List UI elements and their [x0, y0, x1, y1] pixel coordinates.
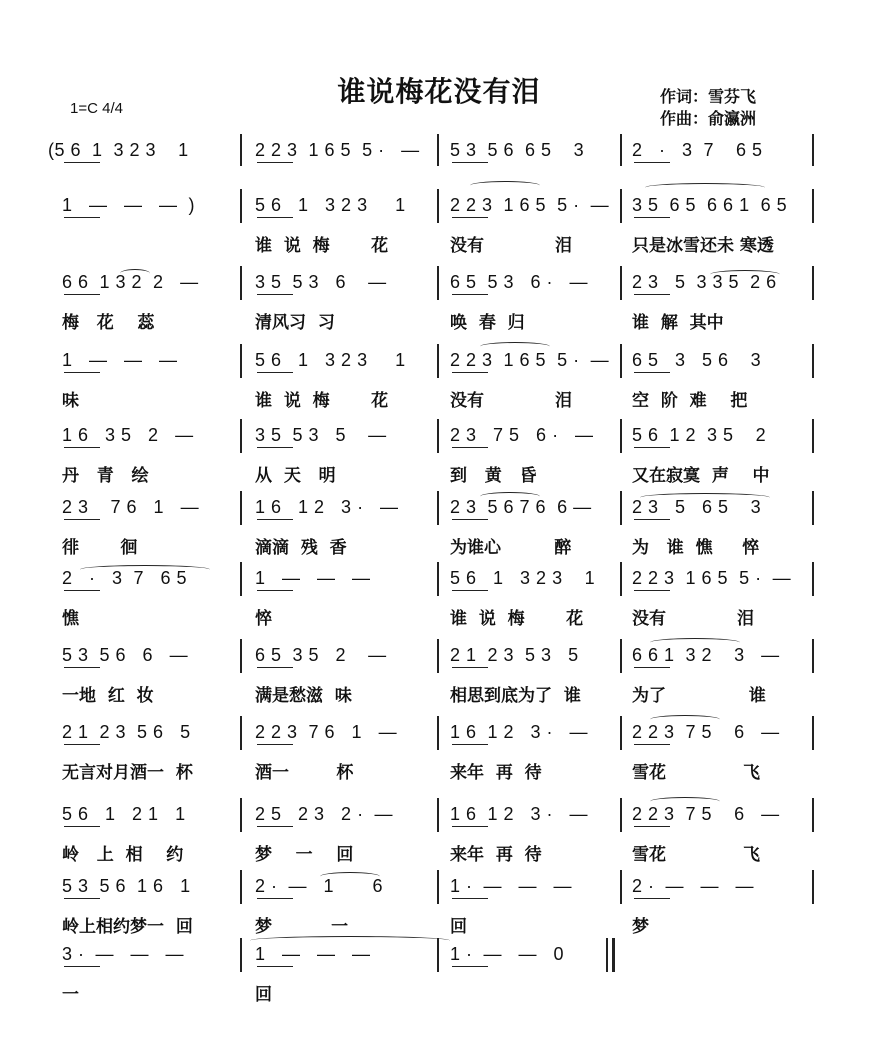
slur-arc	[480, 342, 550, 351]
barline	[437, 639, 439, 673]
lyric-line: 梦 一 回	[255, 845, 354, 865]
lyric-line: 徘 徊	[62, 538, 138, 558]
beam-line	[634, 217, 670, 218]
slur-arc	[640, 493, 770, 502]
measure-notes: 5 3 5 6 6 —	[62, 645, 189, 665]
lyricist-credit: 作词：雪芬飞	[660, 87, 757, 106]
lyric-line: 为谁心 醉	[450, 538, 572, 558]
measure-notes: 2 2 3 1 6 5 5 · —	[632, 568, 792, 588]
beam-line	[634, 162, 670, 163]
slur-arc	[320, 872, 380, 881]
slur-arc	[470, 181, 540, 190]
lyric-line: 酒一 杯	[255, 763, 354, 783]
beam-line	[64, 744, 100, 745]
beam-line	[634, 667, 670, 668]
measure-notes: 3 5 5 3 6 —	[255, 272, 387, 292]
measure-notes: 6 6 1 3 2 3 —	[632, 645, 780, 665]
lyric-line: 没有 泪	[632, 609, 755, 629]
measure-notes: 3 5 5 3 5 —	[255, 425, 387, 445]
lyric-line: 又在寂寞 声 中	[632, 466, 770, 486]
measure-notes: 2 2 3 1 6 5 5 · —	[255, 140, 420, 160]
barline	[437, 134, 439, 166]
beam-line	[64, 898, 100, 899]
measure-notes: 2 3 5 3 3 5 2 6	[632, 272, 777, 292]
barline	[812, 189, 814, 223]
measure-notes: (5 6 1 3 2 3 1	[48, 140, 189, 160]
measure-notes: 2 3 5 6 5 3	[632, 497, 762, 517]
barline	[240, 491, 242, 525]
measure-notes: 6 5 3 5 6 3	[632, 350, 762, 370]
lyric-line: 憔	[62, 609, 79, 629]
beam-line	[452, 162, 488, 163]
lyric-line: 谁 说 梅 花	[450, 609, 584, 629]
barline	[240, 938, 242, 972]
barline	[812, 266, 814, 300]
beam-line	[257, 667, 293, 668]
slur-arc	[250, 936, 450, 945]
beam-line	[452, 826, 488, 827]
measure-notes: 5 6 1 3 2 3 1	[255, 195, 406, 215]
measure-notes: 5 6 1 2 1 1	[62, 804, 186, 824]
beam-line	[634, 898, 670, 899]
barline	[620, 562, 622, 596]
beam-line	[452, 590, 488, 591]
lyric-line: 谁 说 梅 花	[255, 236, 389, 256]
beam-line	[452, 744, 488, 745]
beam-line	[452, 519, 488, 520]
lyric-line: 只是冰雪还未 寒透	[632, 236, 774, 256]
lyric-line: 一	[62, 985, 79, 1005]
measure-notes: 1 — — — )	[62, 195, 196, 215]
beam-line	[64, 519, 100, 520]
barline	[437, 798, 439, 832]
measure-notes: 1 6 1 2 3 · —	[450, 722, 589, 742]
barline	[437, 491, 439, 525]
final-barline-thin	[606, 938, 608, 972]
beam-line	[634, 372, 670, 373]
composer-credit: 作曲：俞瀛洲	[660, 109, 757, 128]
beam-line	[452, 372, 488, 373]
slur-arc	[120, 269, 150, 278]
lyric-line: 空 阶 难 把	[632, 391, 748, 411]
slur-arc	[80, 565, 210, 574]
measure-notes: 6 6 1 3 2 2 —	[62, 272, 199, 292]
barline	[437, 562, 439, 596]
barline	[437, 189, 439, 223]
key-signature: 1=C 4/4	[70, 100, 123, 117]
beam-line	[64, 826, 100, 827]
measure-notes: 1 6 1 2 3 · —	[255, 497, 399, 517]
beam-line	[634, 519, 670, 520]
barline	[812, 870, 814, 904]
barline	[620, 870, 622, 904]
beam-line	[452, 898, 488, 899]
barline	[812, 134, 814, 166]
measure-notes: 1 6 1 2 3 · —	[450, 804, 589, 824]
beam-line	[257, 294, 293, 295]
lyric-line: 丹 青 绘	[62, 466, 149, 486]
beam-line	[257, 826, 293, 827]
beam-line	[64, 447, 100, 448]
lyric-line: 相思到底为了 谁	[450, 686, 581, 706]
beam-line	[634, 447, 670, 448]
lyric-line: 梦 一	[255, 917, 349, 937]
lyric-line: 悴	[255, 609, 272, 629]
lyric-line: 雪花 飞	[632, 845, 760, 865]
beam-line	[452, 966, 488, 967]
beam-line	[634, 826, 670, 827]
barline	[812, 639, 814, 673]
beam-line	[64, 966, 100, 967]
measure-notes: 2 3 7 5 6 · —	[450, 425, 594, 445]
beam-line	[257, 217, 293, 218]
measure-notes: 3 5 6 5 6 6 1 6 5	[632, 195, 788, 215]
measure-notes: 5 6 1 2 3 5 2	[632, 425, 767, 445]
lyric-line: 滴滴 残 香	[255, 538, 347, 558]
beam-line	[64, 294, 100, 295]
lyric-line: 无言对月酒一 杯	[62, 763, 193, 783]
barline	[620, 798, 622, 832]
final-barline	[612, 938, 615, 972]
barline	[240, 134, 242, 166]
slur-arc	[650, 638, 740, 647]
measure-notes: 2 2 3 7 5 6 —	[632, 804, 780, 824]
barline	[437, 870, 439, 904]
barline	[620, 639, 622, 673]
slur-arc	[650, 797, 720, 806]
measure-notes: 5 6 1 3 2 3 1	[450, 568, 596, 588]
slur-arc	[650, 715, 720, 724]
slur-arc	[480, 492, 540, 501]
beam-line	[257, 372, 293, 373]
beam-line	[257, 898, 293, 899]
lyric-line: 从 天 明	[255, 466, 336, 486]
measure-notes: 1 · — — 0	[450, 944, 565, 964]
barline	[812, 562, 814, 596]
barline	[620, 419, 622, 453]
barline	[437, 419, 439, 453]
barline	[620, 266, 622, 300]
barline	[240, 798, 242, 832]
measure-notes: 5 6 1 3 2 3 1	[255, 350, 406, 370]
lyric-line: 没有 泪	[450, 236, 573, 256]
measure-notes: 2 · — 1 6	[255, 876, 384, 896]
lyric-line: 清风习 习	[255, 313, 335, 333]
barline	[812, 419, 814, 453]
lyric-line: 满是愁滋 味	[255, 686, 352, 706]
measure-notes: 3 · — — —	[62, 944, 185, 964]
measure-notes: 1 — — —	[255, 944, 371, 964]
beam-line	[257, 966, 293, 967]
beam-line	[64, 590, 100, 591]
beam-line	[64, 162, 100, 163]
beam-line	[64, 667, 100, 668]
beam-line	[257, 744, 293, 745]
measure-notes: 2 2 3 7 6 1 —	[255, 722, 398, 742]
measure-notes: 5 3 5 6 6 5 3	[450, 140, 585, 160]
measure-notes: 2 · — — —	[632, 876, 755, 896]
barline	[812, 491, 814, 525]
measure-notes: 6 5 5 3 6 · —	[450, 272, 589, 292]
barline	[240, 344, 242, 378]
measure-notes: 1 6 3 5 2 —	[62, 425, 194, 445]
lyric-line: 唤 春 归	[450, 313, 525, 333]
measure-notes: 2 2 3 1 6 5 5 · —	[450, 195, 610, 215]
lyric-line: 梅 花 蕊	[62, 313, 155, 333]
beam-line	[452, 294, 488, 295]
beam-line	[634, 744, 670, 745]
measure-notes: 1 — — —	[62, 350, 178, 370]
barline	[620, 344, 622, 378]
lyric-line: 谁 说 梅 花	[255, 391, 389, 411]
barline	[240, 562, 242, 596]
beam-line	[257, 447, 293, 448]
measure-notes: 1 — — —	[255, 568, 371, 588]
barline	[240, 419, 242, 453]
lyric-line: 谁 解 其中	[632, 313, 724, 333]
beam-line	[634, 294, 670, 295]
beam-line	[452, 217, 488, 218]
measure-notes: 2 2 3 1 6 5 5 · —	[450, 350, 610, 370]
barline	[437, 716, 439, 750]
barline	[240, 189, 242, 223]
beam-line	[452, 447, 488, 448]
lyric-line: 为 谁 憔 悴	[632, 538, 760, 558]
beam-line	[64, 217, 100, 218]
barline	[240, 870, 242, 904]
beam-line	[257, 519, 293, 520]
slur-arc	[645, 183, 765, 192]
beam-line	[64, 372, 100, 373]
lyric-line: 雪花 飞	[632, 763, 760, 783]
slur-arc	[710, 270, 780, 279]
measure-notes: 2 1 2 3 5 3 5	[450, 645, 579, 665]
barline	[240, 266, 242, 300]
barline	[620, 189, 622, 223]
beam-line	[452, 667, 488, 668]
measure-notes: 2 2 3 7 5 6 —	[632, 722, 780, 742]
measure-notes: 2 · 3 7 6 5	[632, 140, 763, 160]
measure-notes: 1 · — — —	[450, 876, 573, 896]
beam-line	[257, 162, 293, 163]
barline	[240, 639, 242, 673]
beam-line	[257, 590, 293, 591]
lyric-line: 味	[62, 391, 79, 411]
lyric-line: 岭上相约梦一 回	[62, 917, 193, 937]
lyric-line: 一地 红 妆	[62, 686, 154, 706]
barline	[620, 716, 622, 750]
beam-line	[634, 590, 670, 591]
barline	[812, 344, 814, 378]
barline	[812, 716, 814, 750]
lyric-line: 为了 谁	[632, 686, 766, 706]
measure-notes: 5 3 5 6 1 6 1	[62, 876, 191, 896]
measure-notes: 2 1 2 3 5 6 5	[62, 722, 191, 742]
barline	[620, 491, 622, 525]
barline	[437, 266, 439, 300]
barline	[812, 798, 814, 832]
barline	[437, 344, 439, 378]
measure-notes: 2 5 2 3 2 · —	[255, 804, 394, 824]
page-title: 谁说梅花没有泪	[337, 75, 541, 108]
lyric-line: 岭 上 相 约	[62, 845, 184, 865]
barline	[240, 716, 242, 750]
measure-notes: 6 5 3 5 2 —	[255, 645, 387, 665]
lyric-line: 来年 再 待	[450, 763, 542, 783]
lyric-line: 回	[255, 985, 272, 1005]
lyric-line: 梦	[632, 917, 649, 937]
lyric-line: 到 黄 昏	[450, 466, 537, 486]
measure-notes: 2 3 7 6 1 —	[62, 497, 200, 517]
lyric-line: 来年 再 待	[450, 845, 542, 865]
measure-notes: 2 · 3 7 6 5	[62, 568, 188, 588]
barline	[620, 134, 622, 166]
lyric-line: 回	[450, 917, 467, 937]
measure-notes: 2 3 5 6 7 6 6 —	[450, 497, 592, 517]
lyric-line: 没有 泪	[450, 391, 573, 411]
